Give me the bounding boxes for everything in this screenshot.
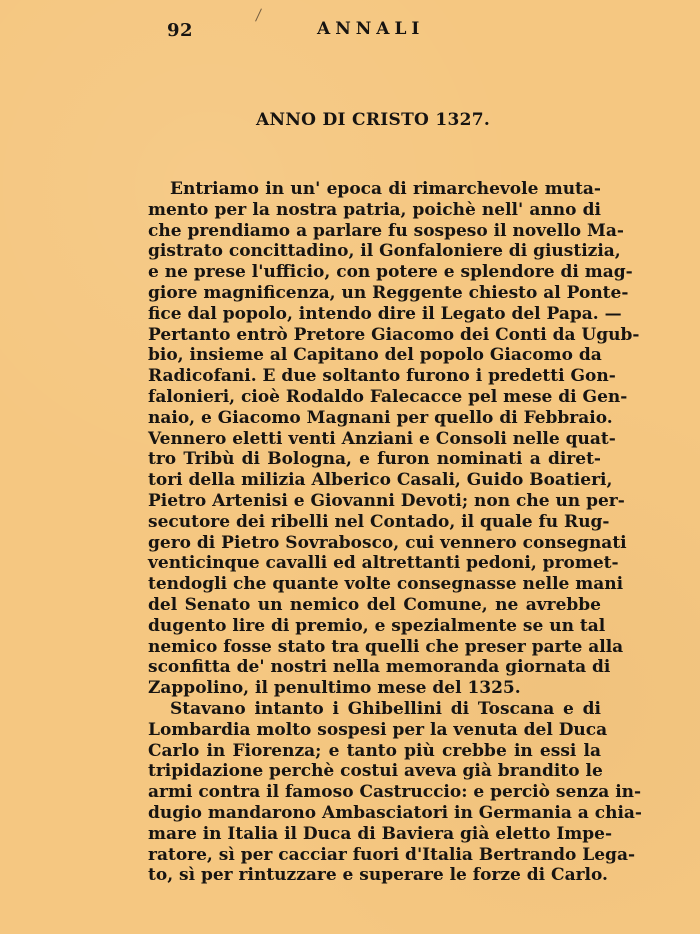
text-line: giore magnificenza, un Reggente chiesto al Ponte- xyxy=(148,282,629,303)
text-line: Vennero eletti venti Anziani e Consoli nelle quat- xyxy=(148,428,616,449)
paragraph-2 xyxy=(148,698,642,886)
text-line: naio, e Giacomo Magnani per quello di Febbraio. xyxy=(148,407,613,428)
text-line: del Senato un nemico del Comune, ne avrebbe xyxy=(148,594,601,615)
text-line: tendogli che quante volte consegnasse nelle mani xyxy=(148,574,624,595)
running-head: ANNALI xyxy=(317,19,425,39)
text-line: dugento lire di premio, e spezialmente se un tal xyxy=(148,615,606,636)
text-line: nemico fosse stato tra quelli che preser parte alla xyxy=(148,636,624,657)
text-line: secutore dei ribelli nel Contado, il quale fu Rug- xyxy=(148,511,610,532)
text-line: dugio mandarono Ambasciatori in Germania a chia- xyxy=(148,802,642,823)
text-line: gistrato concittadino, il Gonfaloniere di giustizia, xyxy=(148,241,621,262)
body-text xyxy=(148,179,642,886)
text-line: tripidazione perchè costui aveva già brandito le xyxy=(148,761,603,782)
text-line: tro Tribù di Bologna, e furon nominati a diret- xyxy=(148,449,601,470)
page-number: 92 xyxy=(167,20,194,41)
text-line: tori della milizia Alberico Casali, Guido Boatieri, xyxy=(148,470,613,491)
text-line: to, sì per rintuzzare e superare le forze di Carlo. xyxy=(148,865,608,886)
text-line: sconfitta de' nostri nella memoranda giornata di xyxy=(148,657,611,678)
scan-mark xyxy=(255,8,262,21)
text-line: Pertanto entrò Pretore Giacomo dei Conti da Ugub- xyxy=(148,324,640,345)
text-line: Radicofani. E due soltanto furono i predetti Gon- xyxy=(148,366,616,387)
text-line: Stavano intanto i Ghibellini di Toscana e di xyxy=(170,698,601,719)
text-line: Pietro Artenisi e Giovanni Devoti; non che un per- xyxy=(148,490,625,511)
text-line: venticinque cavalli ed altrettanti pedoni, promet- xyxy=(148,553,619,574)
text-line: e ne prese l'ufficio, con potere e splendore di mag- xyxy=(148,262,633,283)
text-line: armi contra il famoso Castruccio: e perciò senza in- xyxy=(148,782,642,803)
text-line: Carlo in Fiorenza; e tanto più crebbe in essi la xyxy=(148,740,601,761)
text-line: fice dal popolo, intendo dire il Legato del Papa. — xyxy=(148,303,622,324)
text-line: gero di Pietro Sovrabosco, cui vennero consegnati xyxy=(148,532,627,553)
text-line: Entriamo in un' epoca di rimarchevole muta- xyxy=(170,179,601,199)
text-line: che prendiamo a parlare fu sospeso il novello Ma- xyxy=(148,220,624,241)
year-heading: ANNO DI CRISTO 1327. xyxy=(256,110,491,130)
text-line: bio, insieme al Capitano del popolo Giacomo da xyxy=(148,345,602,366)
text-line: Zappolino, il penultimo mese del 1325. xyxy=(148,678,521,699)
text-line: falonieri, cioè Rodaldo Falecacce pel mese di Gen- xyxy=(148,386,628,407)
paragraph-1 xyxy=(148,179,640,699)
text-line: ratore, sì per cacciar fuori d'Italia Bertrando Lega- xyxy=(148,844,636,865)
text-line: mare in Italia il Duca di Baviera già eletto Impe- xyxy=(148,823,613,844)
text-line: mento per la nostra patria, poichè nell' anno di xyxy=(148,199,601,220)
text-line: Lombardia molto sospesi per la venuta del Duca xyxy=(148,719,608,740)
